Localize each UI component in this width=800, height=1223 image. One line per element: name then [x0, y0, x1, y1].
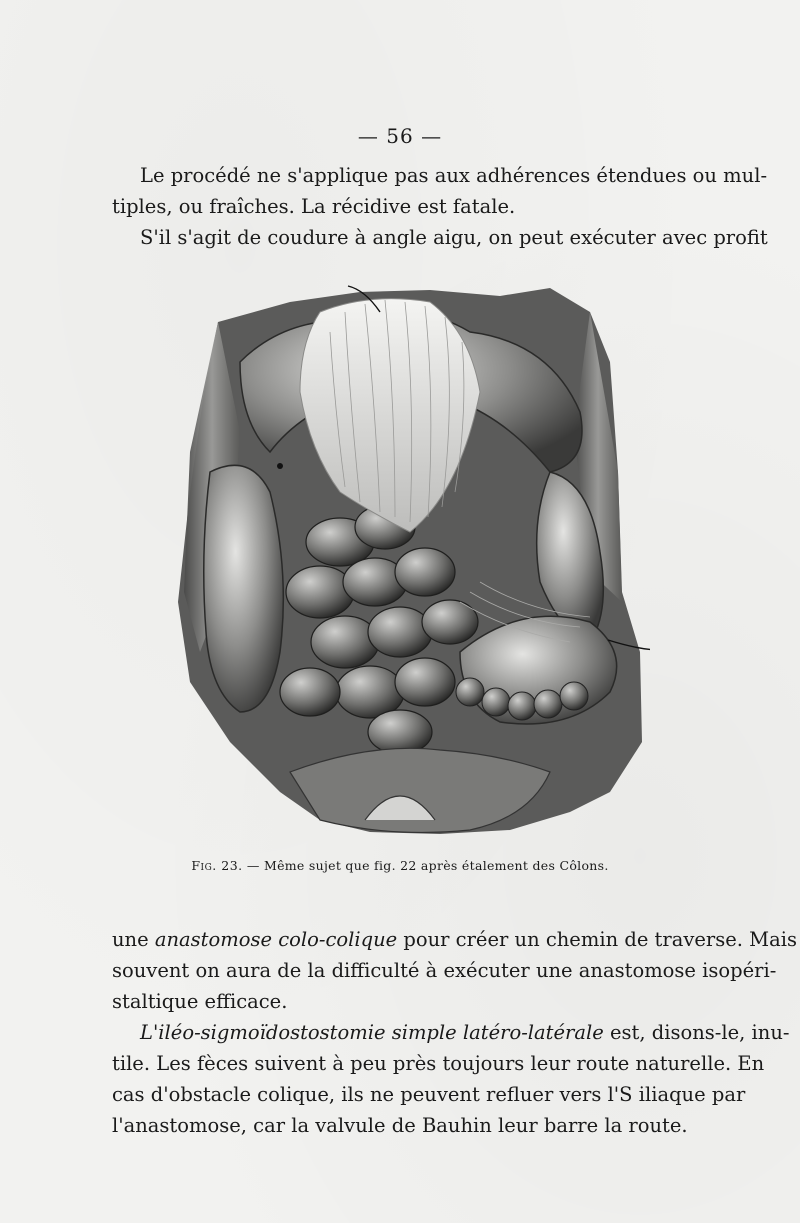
text-fragment: pour créer un chemin de traverse. Mais [397, 928, 797, 951]
top-text-block [112, 160, 768, 253]
text-line: S'il s'agit de coudure à angle aigu, on peut exécuter avec profit [140, 226, 768, 249]
text-line [112, 1017, 790, 1048]
text-line: souvent on aura de la difficulté à exécuter une anastomose isopéri- [112, 959, 777, 982]
text-fragment: une [112, 928, 155, 951]
figure-label: Fig. 23. [191, 858, 243, 873]
text-line: Le procédé ne s'applique pas aux adhérences étendues ou mul- [140, 164, 768, 187]
bottom-text-block [112, 924, 797, 1141]
italic-term: anastomose colo-colique [154, 928, 398, 951]
text-line: l'anastomose, car la valvule de Bauhin leur barre la route. [112, 1114, 688, 1137]
text-line: cas d'obstacle colique, ils ne peuvent refluer vers l'S iliaque par [112, 1083, 746, 1106]
anatomical-illustration [170, 272, 650, 842]
italic-term: L'iléo-sigmoïdostostomie simple latéro-latérale [140, 1021, 604, 1044]
text-line: tiples, ou fraîches. La récidive est fatale. [112, 195, 516, 218]
text-line: staltique efficace. [112, 990, 288, 1013]
illustration-svg [170, 272, 650, 842]
page-number: — 56 — [357, 124, 443, 148]
text-line: tile. Les fèces suivent à peu près toujours leur route naturelle. En [112, 1052, 765, 1075]
figure-caption [0, 858, 800, 873]
text-line [112, 924, 797, 955]
figure-caption-text: — Même sujet que fig. 22 après étalement des Côlons. [242, 858, 609, 873]
text-fragment: est, disons-le, inu- [603, 1021, 790, 1044]
